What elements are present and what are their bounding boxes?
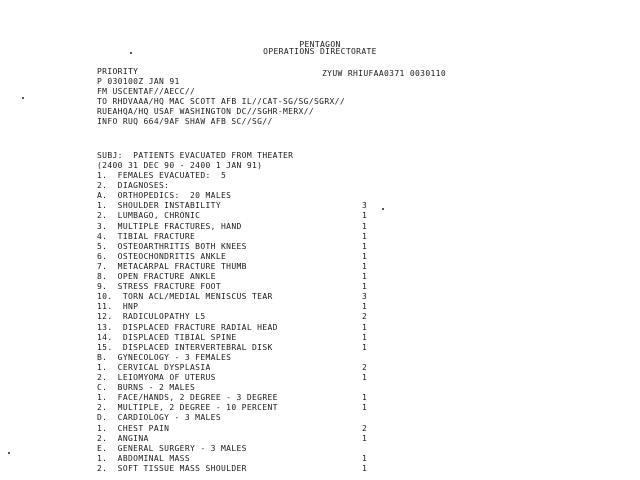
- item-count: 2: [362, 423, 368, 433]
- item-count: 1: [362, 342, 368, 352]
- dept-header: OPERATIONS DIRECTORATE: [263, 47, 377, 56]
- item-count: 2: [362, 312, 368, 322]
- item-label: 2. LEIOMYOMA OF UTERUS: [97, 373, 216, 382]
- item-count: 1: [362, 403, 368, 413]
- item-label: 11. HNP: [97, 302, 139, 312]
- list-item: [97, 465, 397, 475]
- item-label: 13. DISPLACED FRACTURE RADIAL HEAD: [97, 322, 278, 332]
- item-count: 1: [362, 221, 368, 231]
- item-count: 1: [362, 393, 368, 403]
- item-count: 1: [362, 453, 368, 463]
- item-count: 1: [362, 241, 368, 251]
- subject-period: (2400 31 DEC 90 - 2400 1 JAN 91): [97, 161, 263, 170]
- item-count: 3: [362, 201, 368, 211]
- item-label: 2. MULTIPLE, 2 DEGREE - 10 PERCENT: [97, 403, 278, 413]
- item-label: 2. DIAGNOSES:: [97, 181, 170, 191]
- item-label: A. ORTHOPEDICS: 20 MALES: [97, 191, 232, 201]
- item-label: B. GYNECOLOGY - 3 FEMALES: [97, 352, 232, 362]
- date-time-group: P 030100Z JAN 91: [97, 77, 180, 86]
- item-label: 10. TORN ACL/MEDIAL MENISCUS TEAR: [97, 292, 273, 302]
- list-item: [97, 313, 397, 323]
- item-label: 7. METACARPAL FRACTURE THUMB: [97, 261, 247, 271]
- list-item: [97, 425, 397, 435]
- item-count: 3: [362, 292, 368, 302]
- item-count: 1: [362, 322, 368, 332]
- item-label: 1. FACE/HANDS, 2 DEGREE - 3 DEGREE: [97, 393, 278, 403]
- item-count: 1: [362, 231, 368, 241]
- item-label: 15. DISPLACED INTERVERTEBRAL DISK: [97, 342, 273, 352]
- item-label: 4. TIBIAL FRACTURE: [97, 231, 196, 241]
- item-count: 1: [362, 332, 368, 342]
- item-count: 1: [362, 272, 368, 281]
- item-label: E. GENERAL SURGERY - 3 MALES: [97, 443, 247, 453]
- item-label: 1. ABDOMINAL MASS: [97, 453, 190, 463]
- priority-line: PRIORITY: [97, 67, 139, 76]
- item-count: 1: [362, 463, 368, 473]
- item-count: 1: [362, 211, 368, 221]
- item-count: 1: [362, 261, 368, 271]
- item-label: D. CARDIOLOGY - 3 MALES: [97, 413, 221, 423]
- list-item: [97, 212, 397, 222]
- subject-line: SUBJ: PATIENTS EVACUATED FROM THEATER: [97, 151, 294, 160]
- item-label: 2. SOFT TISSUE MASS SHOULDER: [97, 463, 247, 473]
- item-count: 1: [362, 282, 368, 292]
- item-label: 8. OPEN FRACTURE ANKLE: [97, 272, 216, 281]
- item-label: 1. FEMALES EVACUATED: 5: [97, 171, 227, 180]
- fax-speck: [130, 52, 132, 54]
- routing-indicator: ZYUW RHIUFAA0371 0030110: [322, 69, 446, 78]
- item-label: 6. OSTEOCHONDRITIS ANKLE: [97, 251, 227, 261]
- item-label: 1. CHEST PAIN: [97, 423, 170, 433]
- item-count: 2: [362, 362, 368, 372]
- item-label: 9. STRESS FRACTURE FOOT: [97, 282, 221, 292]
- list-item: [97, 414, 397, 424]
- to-line-2: RUEAHQA/HQ USAF WASHINGTON DC//SGHR-MERX//: [97, 107, 314, 116]
- fax-speck: [382, 208, 384, 210]
- fax-speck: [8, 452, 10, 454]
- item-count: 1: [362, 302, 368, 312]
- item-label: 3. MULTIPLE FRACTURES, HAND: [97, 221, 242, 231]
- item-label: 2. ANGINA: [97, 433, 149, 443]
- org-header: PENTAGON: [299, 40, 341, 49]
- item-label: 1. CERVICAL DYSPLASIA: [97, 362, 211, 372]
- item-label: C. BURNS - 2 MALES: [97, 383, 196, 393]
- item-label: 1. SHOULDER INSTABILITY: [97, 201, 221, 211]
- item-label: 5. OSTEOARTHRITIS BOTH KNEES: [97, 241, 247, 251]
- info-line: INFO RUQ 664/9AF SHAW AFB SC//SG//: [97, 117, 273, 126]
- item-count: 1: [362, 433, 368, 443]
- from-line: FM USCENTAF//AECC//: [97, 87, 196, 96]
- item-label: 2. LUMBAGO, CHRONIC: [97, 211, 201, 221]
- fax-speck: [22, 97, 24, 99]
- item-count: 1: [362, 373, 368, 382]
- item-label: 12. RADICULOPATHY L5: [97, 312, 206, 322]
- to-line-1: TO RHDVAAA/HQ MAC SCOTT AFB IL//CAT-SG/SG/SGRX//: [97, 97, 345, 106]
- item-count: 1: [362, 251, 368, 261]
- list-item: [97, 223, 397, 233]
- item-label: 14. DISPLACED TIBIAL SPINE: [97, 332, 237, 342]
- list-item: [97, 293, 397, 303]
- list-item: [97, 324, 397, 334]
